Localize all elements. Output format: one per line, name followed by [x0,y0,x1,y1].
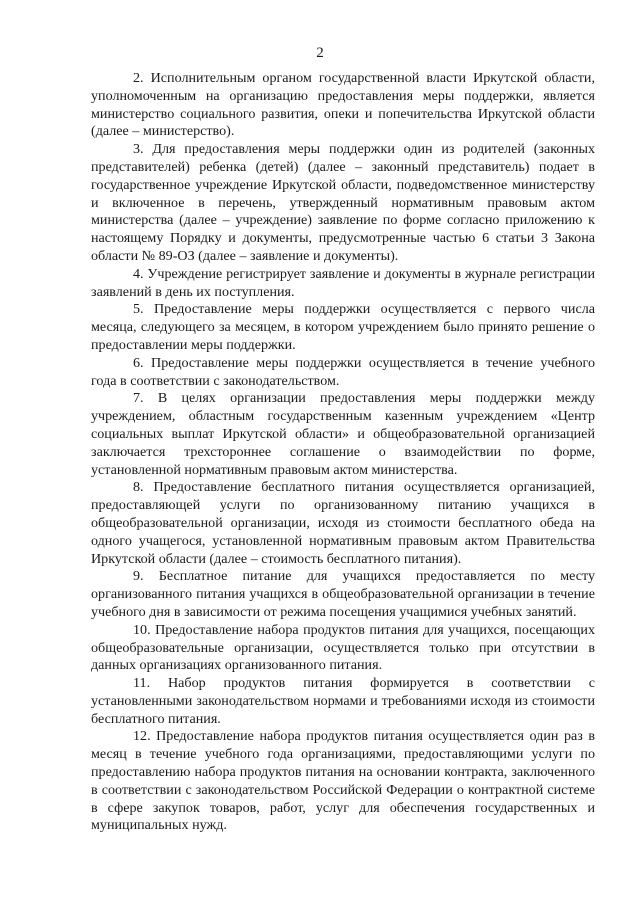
paragraph-5: 5. Предоставление меры поддержки осуществляется с первого числа месяца, следующего за месяцем, в котором учреждением было принято решение о предоставлении меры поддержки. [91,301,595,353]
paragraph-2: 2. Исполнительным органом государственной власти Иркутской области, уполномоченным на организацию предоставления меры поддержки, является министерство социального развития, опеки и попечительства Иркутской области (далее – министерство). [91,70,595,140]
paragraph-3: 3. Для предоставления меры поддержки один из родителей (законных представителей) ребенка (детей) (далее – законный представитель) подает в государственное учреждение Иркутской области, подведомственное министерству и включенное в перечень, утвержденный нормативным правовым актом министерства (далее – учреждение) заявление по форме согласно приложению к настоящему Порядку и документы, предусмотренные частью 6 статьи 3 Закона области № 89-ОЗ (далее – заявление и документы). [91,141,595,264]
document-body [91,70,595,835]
paragraph-7: 7. В целях организации предоставления меры поддержки между учреждением, областным государственным казенным учреждением «Центр социальных выплат Иркутской области» и общеобразовательной организацией заключается трехстороннее соглашение о взаимодействии по форме, установленной нормативным правовым актом министерства. [91,390,595,478]
paragraph-6: 6. Предоставление меры поддержки осуществляется в течение учебного года в соответствии с законодательством. [91,354,595,389]
page-number: 2 [316,45,324,61]
paragraph-12: 12. Предоставление набора продуктов питания осуществляется один раз в месяц в течение учебного года организациями, предоставляющими услуги по предоставлению набора продуктов питания на основании контракта, заключенного в соответствии с законодательством Российской Федерации о контрактной системе в сфере закупок товаров, работ, услуг для обеспечения государственных и муниципальных нужд. [91,728,595,834]
paragraph-4: 4. Учреждение регистрирует заявление и документы в журнале регистрации заявлений в день их поступления. [91,265,595,300]
paragraph-10: 10. Предоставление набора продуктов питания для учащихся, посещающих общеобразовательные организации, осуществляется только при отсутствии в данных организациях организованного питания. [91,621,595,674]
paragraph-9: 9. Бесплатное питание для учащихся предоставляется по месту организованного питания учащихся в общеобразовательной организации в течение учебного дня в зависимости от режима посещения учащимися учебных занятий. [91,568,595,620]
paragraph-11: 11. Набор продуктов питания формируется в соответствии с установленными законодательством нормами и требованиями исходя из стоимости бесплатного питания. [91,675,595,727]
paragraph-8: 8. Предоставление бесплатного питания осуществляется организацией, предоставляющей услуги по организованному питанию учащихся в общеобразовательной организации, исходя из стоимости бесплатного обеда на одного учащегося, установленной нормативным правовым актом Правительства Иркутской области (далее – стоимость бесплатного питания). [91,479,595,567]
